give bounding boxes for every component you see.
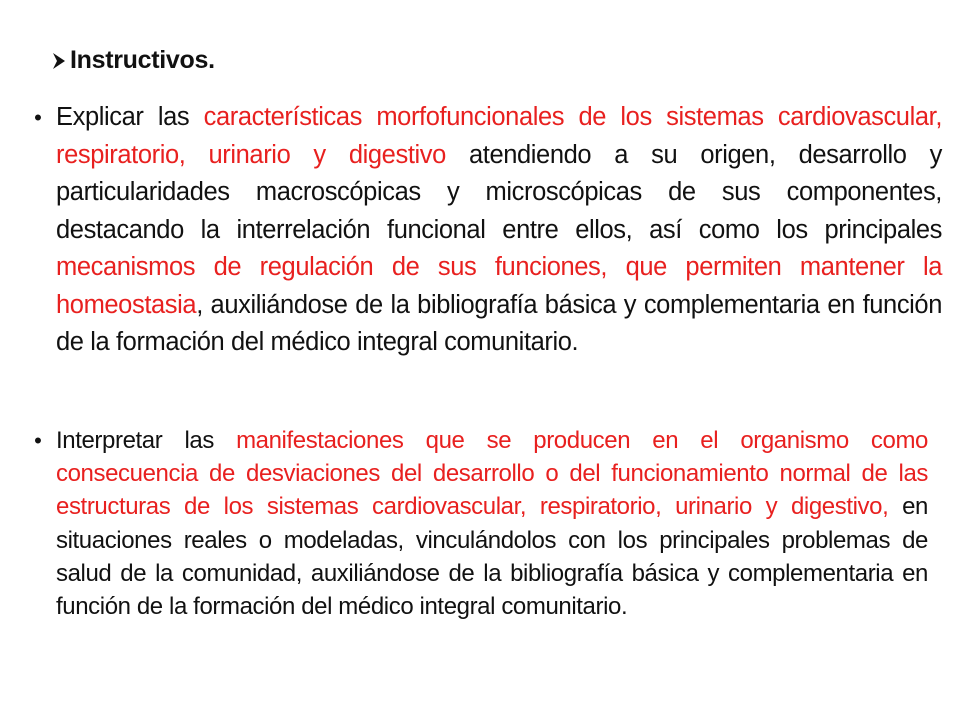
objective-item-2 xyxy=(20,424,934,623)
heading-text: Instructivos. xyxy=(70,46,215,74)
text-segment: , auxiliándose de la bibliografía básica y complementaria en función de la formación del médico integral comunitario. xyxy=(56,290,942,356)
objective-item-1 xyxy=(20,99,942,362)
text-segment: Interpretar las xyxy=(56,427,237,454)
text-segment: Explicar las xyxy=(56,103,204,131)
highlight-segment: manifestaciones que se producen en el organismo como consecuencia de desviaciones del desarrollo o del funcionamiento normal de las estructuras de los sistemas cardiovascular, respiratorio, urinario y digestivo, xyxy=(56,427,928,521)
text-segment: en situaciones reales o modeladas, vinculándolos con los principales problemas de salud de la comunidad, auxiliándose de la bibliografía básica y complementaria en función de la formación del médico integral comunitario. xyxy=(56,493,928,621)
objective-text-1 xyxy=(56,99,942,362)
section-heading xyxy=(52,46,215,75)
highlight-segment: mecanismos de regulación de sus funciones, que permiten mantener la homeostasia xyxy=(56,253,942,319)
bullet-marker: • xyxy=(34,428,42,453)
objective-text-2 xyxy=(56,424,928,623)
text-segment: atendiendo a su origen, desarrollo y particularidades macroscópicas y microscópicas de sus componentes, destacando la interrelación funcional entre ellos, así como los principales xyxy=(56,140,942,244)
bullet-marker: • xyxy=(34,105,42,130)
highlight-segment: características morfofuncionales de los sistemas cardiovascular, respiratorio, urinario y digestivo xyxy=(56,103,942,169)
arrow-bullet-icon xyxy=(52,52,66,70)
